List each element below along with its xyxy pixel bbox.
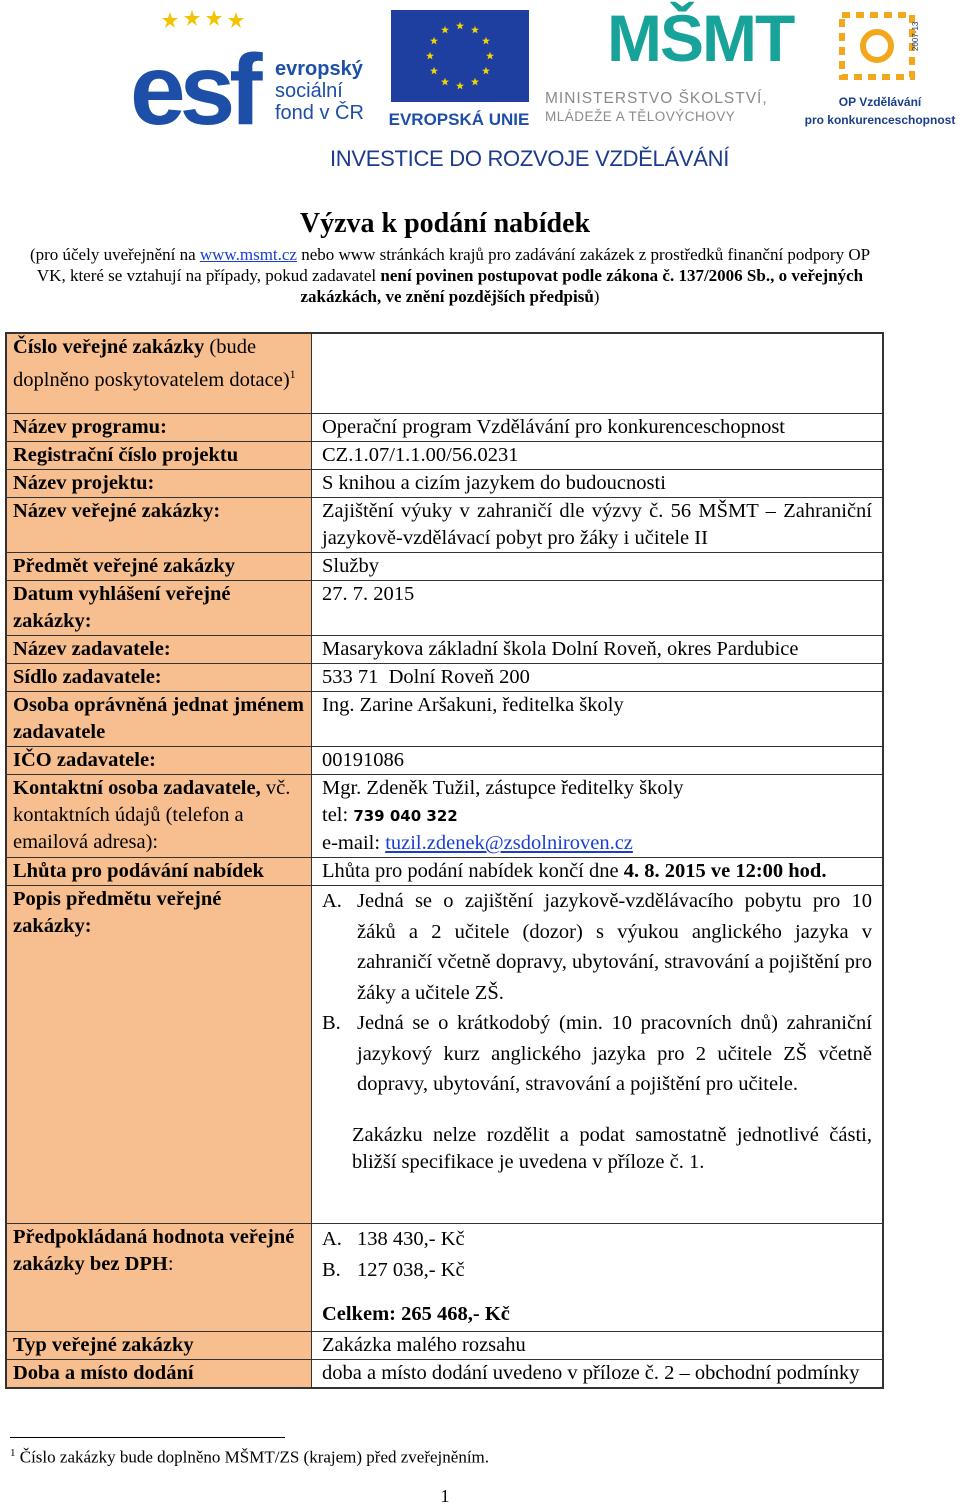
list-text: 138 430,- Kč [357,1228,465,1250]
esf-line2: sociální [275,80,343,102]
contact-phone [322,802,872,830]
page-title: Výzva k podání nabídek [299,208,591,239]
label-bold: Číslo veřejné zakázky [13,336,205,358]
label-rest: (bude doplněno poskytovatelem dotace) [13,336,290,391]
row-label [7,414,312,441]
list-item [322,886,872,1008]
row-label [7,886,312,1223]
label-bold: Registrační číslo projektu [13,444,239,466]
registration-value: CZ.1.07/1.1.00/56.0231 [322,444,519,466]
table-row [7,692,882,747]
footnote-text: Číslo zakázky bude doplněno MŠMT/ZS (krajem) před zveřejněním. [15,1447,490,1467]
table-row [7,442,882,470]
email-label: e-mail: [322,832,386,854]
contracting-authority-value: Masarykova základní škola Dolní Roveň, okres Pardubice [322,638,799,660]
program-value: Operační program Vzdělávání pro konkurenceschopnost [322,416,785,438]
label-bold: Předmět veřejné zakázky [13,555,235,577]
row-label [7,858,312,885]
list-text: Jedná se o zajištění jazykově-vzdělávacího pobytu pro 10 žáků a 2 učitele (dozor) s výukou anglického jazyka v zahraničí včetně dopravy, ubytování, stravování a pojištění pro žáky a učitele ZŠ. [357,890,872,1004]
list-text: 127 038,- Kč [357,1258,465,1281]
label-rest: vč. kontaktních údajů (telefon a emailová adresa): [13,777,291,853]
label-bold: Název zadavatele: [13,638,171,660]
esf-logo [130,10,380,146]
row-label [7,553,312,580]
table-row [7,858,882,886]
esf-line3: fond v ČR [275,102,364,124]
value-estimate [312,1224,882,1331]
label-bold: Lhůta pro podávání nabídek [13,860,264,882]
opvk-mark-icon [832,5,924,87]
deadline-bold: 4. 8. 2015 ve 12:00 hod. [623,860,827,882]
intro-part3: , o veřejných zakázkách, ve znění pozdějších předpisů [300,266,864,306]
msmt-wordmark: MŠMT [607,1,794,75]
table-row [7,470,882,498]
row-label [7,692,312,746]
list-marker: A. [322,1228,342,1250]
row-label [7,747,312,774]
intro-bold1: není povinen postupovat podle zákona č. 137/2006 Sb. [380,266,771,285]
row-label [7,775,312,857]
label-bold: Název projektu: [13,472,155,494]
date-value: 27. 7. 2015 [322,583,415,605]
row-label [7,1332,312,1359]
contract-type-value: Zakázka malého rozsahu [322,1334,526,1356]
page-number: 1 [440,1486,450,1506]
label-bold: Typ veřejné zakázky [13,1334,194,1356]
contact-person: Mgr. Zdeněk Tužil, zástupce ředitelky školy [322,777,684,799]
deadline-text: Lhůta pro podání nabídek končí dne [322,860,624,882]
table-row [7,636,882,664]
list-item [322,1255,872,1286]
intro-part4: ) [593,287,600,306]
row-label [7,581,312,635]
row-label [7,334,312,413]
label-bold: Popis předmětu veřejné zakázky: [13,888,222,937]
msmt-logo [545,1,794,130]
contract-number-value [312,334,882,413]
info-table [5,332,884,1389]
row-label [7,1224,312,1331]
label-bold: Sídlo zadavatele: [13,666,162,688]
eu-flag-icon [391,10,529,102]
row-label [7,636,312,663]
intro-text [15,244,885,307]
delivery-value: doba a místo dodání uvedeno v příloze č. 2 – obchodní podmínky [322,1362,860,1384]
description-value [312,886,882,1223]
table-row [7,775,882,858]
esf-wordmark: esf [130,34,257,146]
table-row [7,886,882,1224]
description-list [322,886,872,1100]
header-logos [0,0,960,180]
label-bold: Kontaktní osoba zadavatele, [13,777,261,799]
msmt-line1: MINISTERSTVO ŠKOLSTVÍ, [545,90,768,107]
label-bold: Datum vyhlášení veřejné zakázky: [13,583,231,632]
intro-part2: nebo www stránkách krajů pro zadávání zakázek z prostředků finanční podpory OP VK, které se vztahují na případy, pokud zadavatel [36,245,871,285]
list-text: Jedná se o krátkodobý (min. 10 pracovních dnů) zahraniční jazykový kurz anglického jazyka pro 2 učitele ZŠ včetně dopravy, ubytování, stravování a pojištění pro učitele. [357,1012,872,1095]
footnote-mark: 1 [10,1447,16,1459]
table-row [7,1360,882,1387]
footnote-ref: 1 [289,367,296,381]
phone-number: 739 040 322 [353,807,458,825]
row-label [7,1360,312,1387]
footnote [10,1447,489,1468]
esf-text [275,58,364,124]
opvk-logo [800,5,960,130]
table-row [7,747,882,775]
address-value: 533 71 Dolní Roveň 200 [322,666,530,688]
row-label [7,664,312,691]
deadline-value [312,858,882,885]
opvk-line1: OP Vzdělávání [838,95,922,109]
label-bold: Název veřejné zakázky: [13,500,221,522]
eu-label: EVROPSKÁ UNIE [388,110,530,129]
contact-email [322,830,872,857]
label-colon: : [167,1253,174,1275]
authorized-person-value: Ing. Zarine Aršakuni, ředitelka školy [322,694,624,716]
list-marker: A. [322,890,342,912]
table-row [7,553,882,581]
total-bold: Celkem: 265 468,- Kč [322,1303,510,1325]
phone-label: tel: [322,804,354,826]
table-row [7,1332,882,1360]
msmt-link[interactable]: www.msmt.cz [199,245,297,264]
list-marker: B. [322,1258,341,1281]
table-row [7,414,882,442]
label-bold: Název programu: [13,416,167,438]
msmt-line2: MLÁDEŽE A TĚLOVÝCHOVY [545,109,736,124]
list-item [322,1008,872,1100]
row-label [7,498,312,552]
list-marker: B. [322,1012,341,1034]
label-bold: IČO zadavatele: [13,749,156,771]
list-item [322,1224,872,1255]
table-row [7,664,882,692]
eu-logo [385,10,533,128]
footnote-divider [10,1437,285,1438]
contact-value [312,775,882,857]
ico-value: 00191086 [322,749,404,771]
row-label [7,442,312,469]
table-row [7,334,882,414]
opvk-line2: pro konkurenceschopnost [804,113,956,127]
intro-part1: (pro účely uveřejnění na [29,245,200,264]
opvk-year: 2007-13 [911,21,920,51]
label-bold: Osoba oprávněná jednat jménem zadavatele [13,694,304,743]
description-note: Zakázku nelze rozdělit a podat samostatně jednotlivé části, bližší specifikace je uvedena v příloze č. 1. [352,1123,872,1173]
total-value [322,1301,872,1328]
table-row [7,498,882,553]
table-row [7,581,882,636]
subject-value: Služby [322,555,379,577]
esf-line1: evropský [275,58,363,80]
email-link[interactable]: tuzil.zdenek@zsdolniroven.cz [385,832,633,854]
label-bold: Předpokládaná hodnota veřejné zakázky bez DPH [13,1226,295,1275]
row-label [7,470,312,497]
table-row [7,1224,882,1332]
contract-name-value: Zajištění výuky v zahraničí dle výzvy č. 56 MŠMT – Zahraniční jazykově-vzdělávací pobyt pro žáky i učitele II [322,500,872,549]
label-bold: Doba a místo dodání [13,1362,194,1384]
project-value: S knihou a cizím jazykem do budoucnosti [322,472,666,494]
slogan: INVESTICE DO ROZVOJE VZDĚLÁVÁNÍ [330,146,730,171]
